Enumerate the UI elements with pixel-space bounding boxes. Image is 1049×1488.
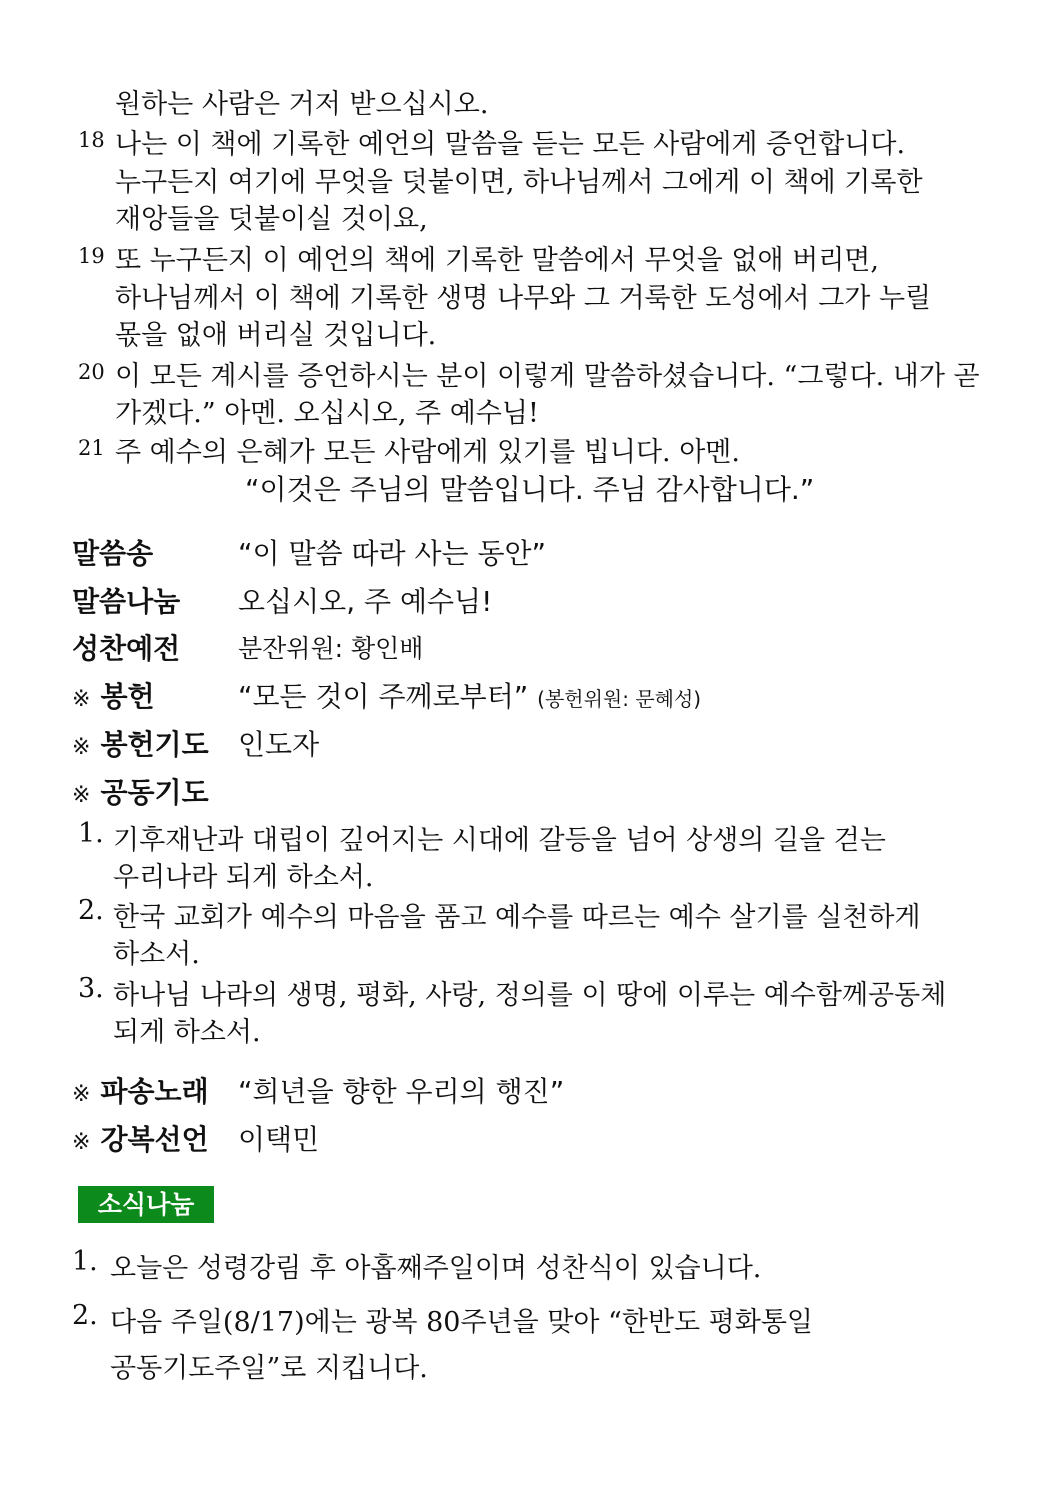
verse-number: 19 [78,244,105,268]
verse-line: 몫을 없애 버리실 것입니다. [115,320,437,351]
asterisk-mark: ※ [72,735,91,760]
news-line: 오늘은 성령강림 후 아홉째주일이며 성찬식이 있습니다. [110,1253,762,1284]
prayer-line: 하소서. [113,939,200,970]
order-value: “희년을 향한 우리의 행진” [238,1075,565,1108]
order-label: 강복선언 [100,1123,209,1156]
verse-line: 또 누구든지 이 예언의 책에 기록한 말씀에서 무엇을 없애 버리면, [115,245,879,276]
prayer-line: 한국 교회가 예수의 마음을 품고 예수를 따르는 예수 살기를 실천하게 [113,902,921,933]
prayer-number: 3. [78,973,104,1004]
order-value: 분잔위원: 황인배 [238,634,424,663]
scripture-closing: “이것은 주님의 말씀입니다. 주님 감사합니다.” [245,473,815,506]
verse-line: 하나님께서 이 책에 기록한 생명 나무와 그 거룩한 도성에서 그가 누릴 [115,283,932,314]
news-number: 2. [72,1300,98,1331]
order-label: 성찬예전 [72,632,181,665]
news-line: 공동기도주일”로 지킵니다. [110,1353,428,1384]
verse-number: 21 [78,436,105,460]
verse-line: 가겠다.” 아멘. 오십시오, 주 예수님! [115,398,539,429]
verse-line: 이 모든 계시를 증언하시는 분이 이렇게 말씀하셨습니다. “그렇다. 내가 곧 [115,361,980,392]
verse-number: 20 [78,360,105,384]
prayer-line: 되게 하소서. [113,1017,261,1048]
asterisk-mark: ※ [72,783,91,808]
verse-line: 나는 이 책에 기록한 예언의 말씀을 듣는 모든 사람에게 증언합니다. [115,129,906,160]
order-label: 말씀나눔 [72,585,181,618]
news-number: 1. [72,1246,98,1277]
asterisk-mark: ※ [72,1130,91,1155]
prayer-line: 기후재난과 대립이 깊어지는 시대에 갈등을 넘어 상생의 길을 걷는 [113,825,886,856]
prayer-line: 하나님 나라의 생명, 평화, 사랑, 정의를 이 땅에 이루는 예수함께공동체 [113,980,947,1011]
order-label: 공동기도 [100,776,209,809]
verse-line: 주 예수의 은혜가 모든 사람에게 있기를 빕니다. 아멘. [115,437,740,468]
prayer-line: 우리나라 되게 하소서. [113,862,374,893]
asterisk-mark: ※ [72,1082,91,1107]
order-value: 인도자 [238,728,320,761]
order-note: (봉헌위원: 문혜성) [537,687,702,711]
order-label: 말씀송 [72,537,154,570]
order-label: 봉헌기도 [100,728,209,761]
order-value: “이 말씀 따라 사는 동안” [238,537,547,570]
order-value: 오십시오, 주 예수님! [238,585,493,618]
verse-number: 18 [78,128,105,152]
order-label: 봉헌 [100,680,155,713]
verse-line: 재앙들을 덧붙이실 것이요, [115,204,428,235]
prayer-number: 1. [78,818,104,849]
scripture-continuation: 원하는 사람은 거저 받으십시오. [115,89,489,120]
prayer-number: 2. [78,895,104,926]
order-label: 파송노래 [100,1075,209,1108]
order-value: 이택민 [238,1123,320,1156]
news-line: 다음 주일(8/17)에는 광복 80주년을 맞아 “한반도 평화통일 [110,1307,813,1338]
asterisk-mark: ※ [72,687,91,712]
news-heading: 소식나눔 [78,1186,214,1223]
verse-line: 누구든지 여기에 무엇을 덧붙이면, 하나님께서 그에게 이 책에 기록한 [115,167,923,198]
order-value: “모든 것이 주께로부터” [238,680,529,713]
